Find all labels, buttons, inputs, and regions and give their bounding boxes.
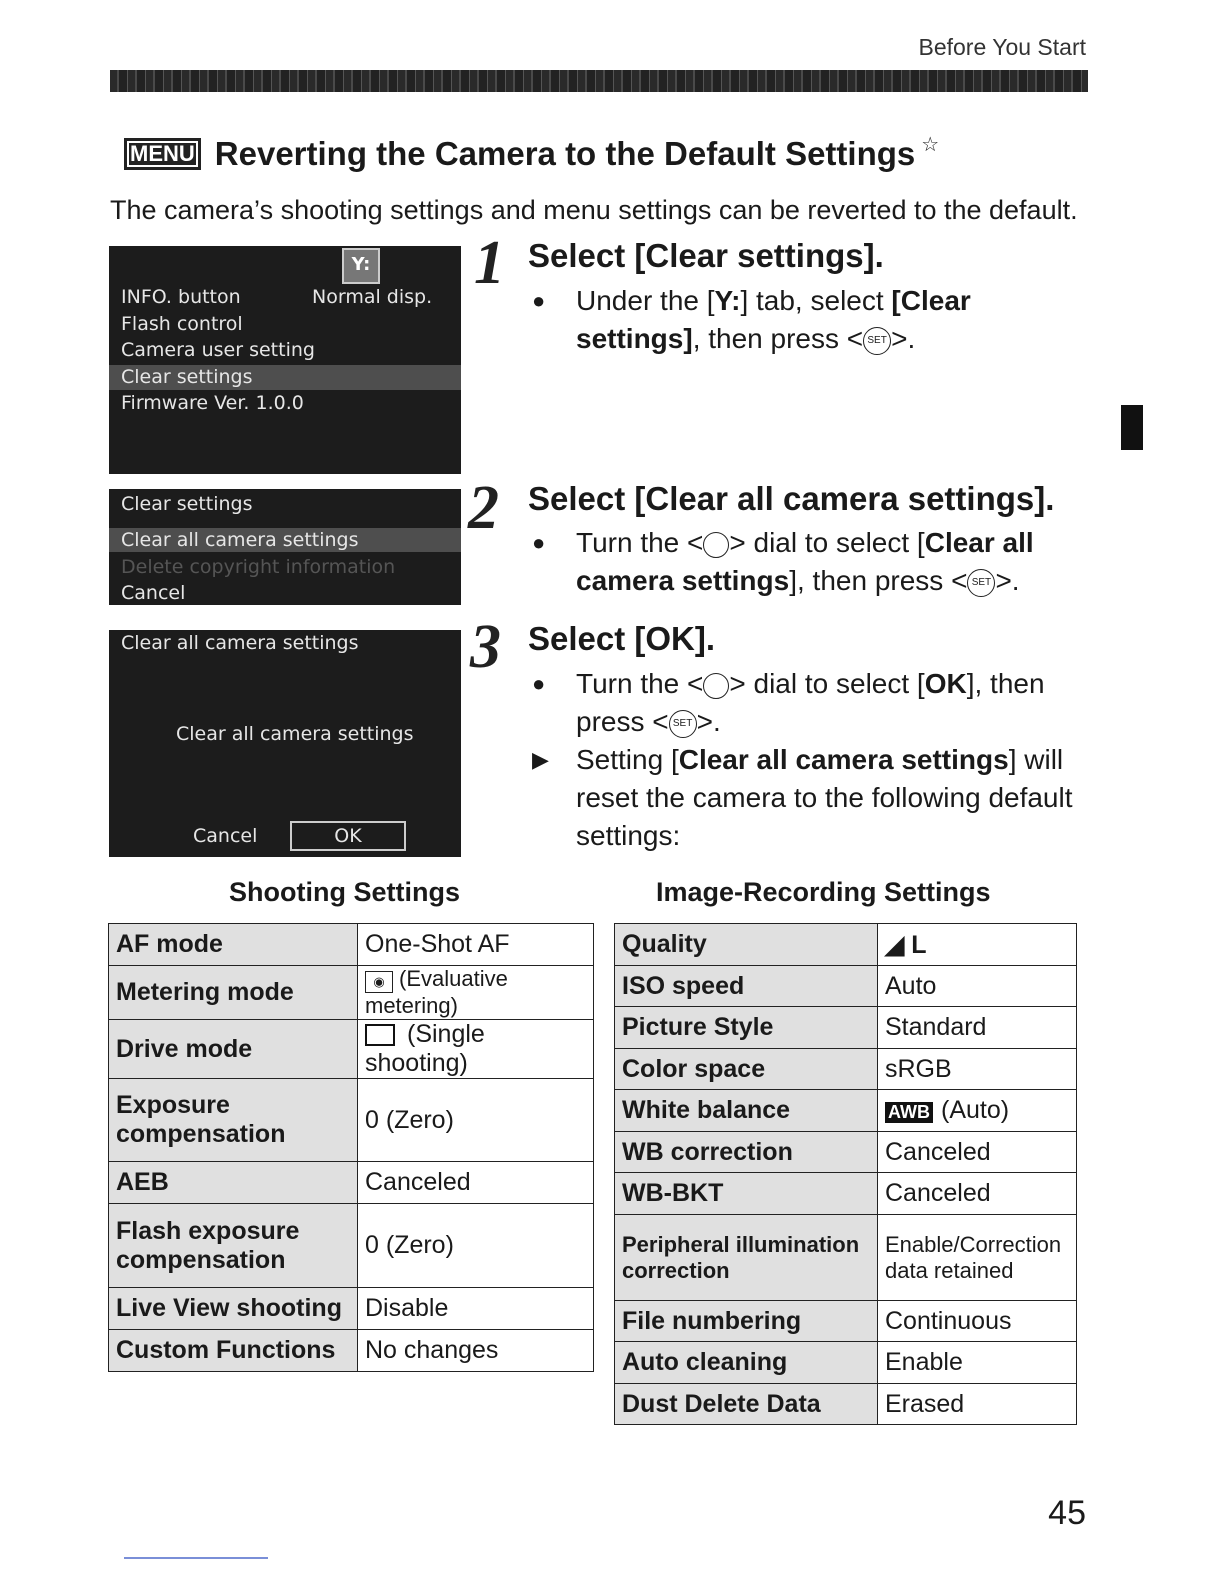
step-3-result-text: Setting [Clear all camera settings] will reset the camera to the following default settings: [576, 744, 1073, 851]
header-bar [110, 70, 1088, 92]
step-3-bullets [528, 665, 1088, 855]
camera-screen-clear-settings [109, 489, 461, 605]
table-row: Color space sRGB [615, 1049, 1077, 1090]
table-row: WB-BKT Canceled [615, 1173, 1077, 1215]
option-cancel: Cancel [121, 582, 186, 604]
option-delete-copyright: Delete copyright information [121, 556, 396, 578]
table-row: AF mode One-Shot AF [109, 924, 594, 966]
table-row: Dust Delete Data Erased [615, 1384, 1077, 1425]
step-2-text: Turn the < > dial to select [Clear all camera settings], then press < SET >. [576, 527, 1034, 596]
table-row: WB correction Canceled [615, 1132, 1077, 1173]
quick-control-dial-icon [703, 673, 729, 699]
camera-screen-confirm [109, 630, 461, 857]
table-row: Live View shooting Disable [109, 1288, 594, 1330]
image-recording-settings-table [614, 923, 1077, 1425]
ok-button: OK [290, 821, 406, 851]
section-label: Before You Start [918, 34, 1086, 60]
intro-text: The camera’s shooting settings and menu settings can be reverted to the default. [110, 195, 1078, 225]
quality-fine-icon: ◢ [885, 930, 905, 959]
step-title-2: Select [Clear all camera settings]. [528, 480, 1055, 517]
table-row: File numbering Continuous [615, 1301, 1077, 1342]
table-row: AEB Canceled [109, 1162, 594, 1204]
step-2-bullet [528, 524, 1088, 600]
screen-title: Clear all camera settings [121, 632, 359, 654]
step-1-text: Under the [Y:] tab, select [Clear settings], then press < SET >. [576, 285, 971, 354]
step-title-3: Select [OK]. [528, 620, 716, 657]
table-row: White balance AWB (Auto) [615, 1090, 1077, 1132]
screen-title: Clear settings [121, 493, 253, 515]
table-row: Flash exposure compensation 0 (Zero) [109, 1204, 594, 1288]
confirm-message: Clear all camera settings [176, 723, 414, 745]
arrow-icon: ▶ [532, 747, 549, 772]
set-button-icon: SET [669, 710, 697, 738]
option-clear-all: Clear all camera settings [121, 529, 359, 551]
bullet-icon: ● [532, 288, 546, 313]
menu-row-camera-user-setting: Camera user setting [121, 339, 315, 361]
menu-row-flash-control: Flash control [121, 313, 243, 335]
step-1-bullet [528, 282, 1088, 358]
awb-icon: AWB [885, 1102, 933, 1123]
table-row: Auto cleaning Enable [615, 1342, 1077, 1384]
step-number-2: 2 [468, 474, 499, 542]
evaluative-metering-icon: ◉ [365, 971, 393, 993]
bullet-icon: ● [532, 530, 546, 555]
table-row: Peripheral illumination correction Enable/Correction data retained [615, 1215, 1077, 1301]
camera-screen-setup-menu [109, 246, 461, 474]
step-title-1: Select [Clear settings]. [528, 237, 884, 274]
step-3-text: Turn the < > dial to select [OK], then press < SET >. [576, 668, 1045, 737]
table-row: Picture Style Standard [615, 1007, 1077, 1049]
shooting-settings-heading: Shooting Settings [229, 877, 460, 907]
menu-row-info-button: INFO. button [121, 286, 241, 308]
cancel-button: Cancel [193, 825, 258, 847]
table-row: Metering mode ◉ (Evaluative metering) [109, 966, 594, 1020]
menu-row-clear-settings: Clear settings [121, 366, 253, 388]
page-number: 45 [1048, 1494, 1086, 1532]
image-recording-settings-heading: Image-Recording Settings [656, 877, 991, 907]
menu-icon: MENU [124, 138, 201, 170]
step-number-3: 3 [470, 613, 501, 681]
menu-row-firmware: Firmware Ver. 1.0.0 [121, 392, 304, 414]
set-button-icon: SET [863, 327, 891, 355]
chapter-tab-marker [1121, 405, 1143, 450]
quick-control-dial-icon [703, 532, 729, 558]
title-row [124, 135, 939, 173]
single-shooting-icon [365, 1024, 395, 1046]
setup-tab-icon: Y: [342, 248, 380, 284]
footer-line [124, 1557, 268, 1559]
page-title: Reverting the Camera to the Default Settings [214, 135, 916, 172]
table-row: ISO speed Auto [615, 966, 1077, 1007]
table-row: Drive mode (Single shooting) [109, 1020, 594, 1079]
table-row: Exposure compensation 0 (Zero) [109, 1079, 594, 1162]
step-number-1: 1 [474, 229, 505, 297]
bullet-icon: ● [532, 671, 546, 696]
set-button-icon: SET [967, 569, 995, 597]
menu-row-info-value: Normal disp. [312, 286, 433, 308]
shooting-settings-table [108, 923, 594, 1372]
table-row: Custom Functions No changes [109, 1330, 594, 1372]
table-row: Quality ◢ L [615, 924, 1077, 966]
star-icon: ☆ [921, 133, 940, 156]
